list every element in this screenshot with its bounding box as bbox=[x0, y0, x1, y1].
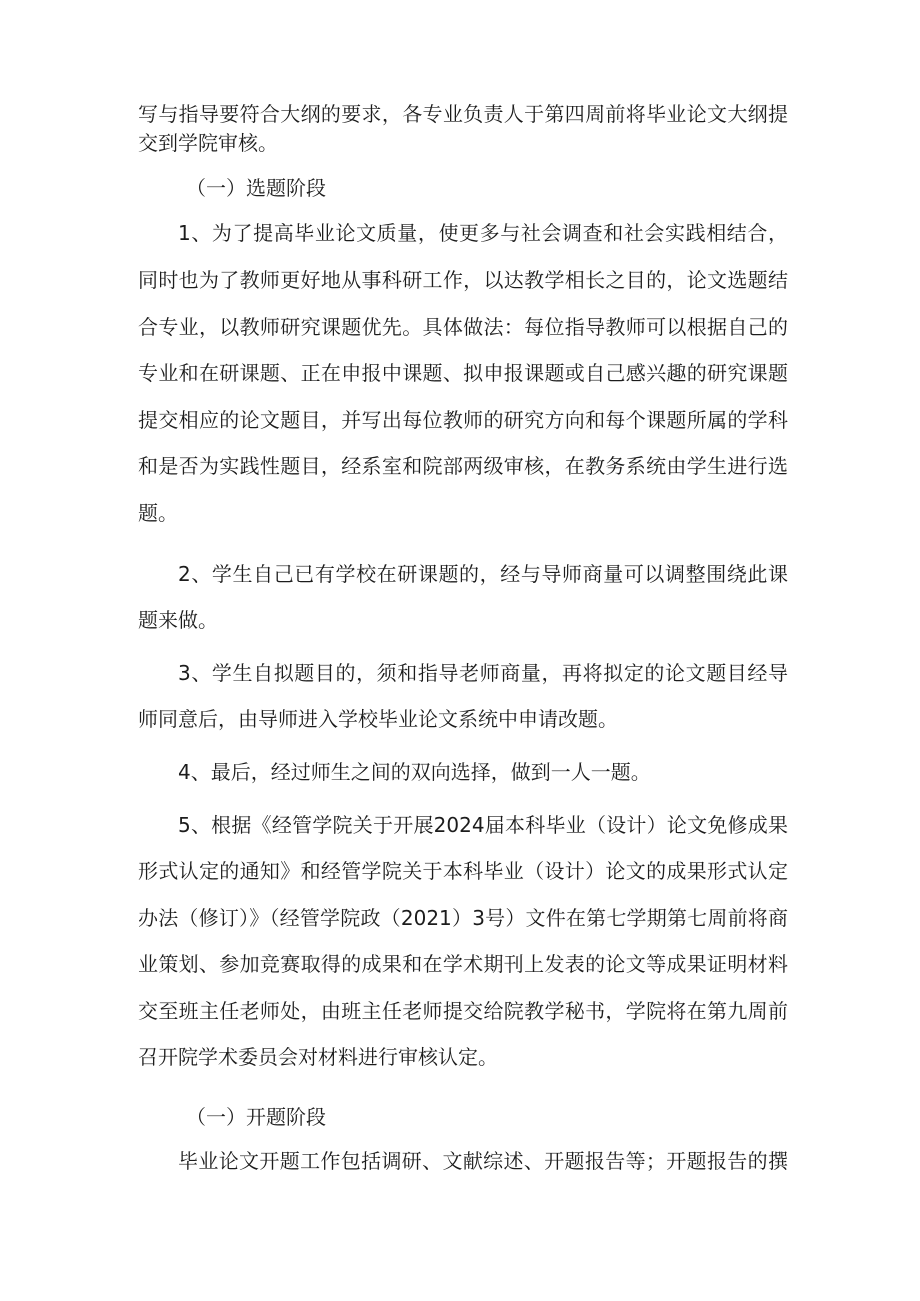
paragraph-line: 专业和在研课题、正在申报中课题、拟申报课题或自己感兴趣的研究课题 bbox=[138, 361, 788, 385]
paragraph-line: 办法（修订）》（经管学院政（2021）3号）文件在第七学期第七周前将商 bbox=[138, 906, 788, 930]
paragraph-line: 题。 bbox=[138, 501, 178, 525]
paragraph-line: 题来做。 bbox=[138, 608, 218, 632]
paragraph-line: 毕业论文开题工作包括调研、文献综述、开题报告等；开题报告的撰 bbox=[178, 1149, 788, 1173]
paragraph-line: 4、最后，经过师生之间的双向选择，做到一人一题。 bbox=[178, 760, 651, 784]
paragraph-line: 写与指导要符合大纲的要求，各专业负责人于第四周前将毕业论文大纲提 bbox=[138, 102, 788, 126]
paragraph-line: 交到学院审核。 bbox=[138, 131, 278, 155]
paragraph-line: 2、学生自己已有学校在研课题的，经与导师商量可以调整围绕此课 bbox=[178, 562, 788, 586]
paragraph-line: 1、为了提高毕业论文质量，使更多与社会调查和社会实践相结合， bbox=[178, 221, 788, 245]
paragraph-line: 师同意后，由导师进入学校毕业论文系统中申请改题。 bbox=[138, 707, 618, 731]
section-heading: （一）开题阶段 bbox=[186, 1105, 326, 1129]
paragraph-line: 同时也为了教师更好地从事科研工作，以达教学相长之目的，论文选题结 bbox=[138, 268, 788, 292]
paragraph-line: 交至班主任老师处，由班主任老师提交给院教学秘书，学院将在第九周前 bbox=[138, 999, 788, 1023]
paragraph-line: 合专业，以教师研究课题优先。具体做法：每位指导教师可以根据自己的 bbox=[138, 315, 788, 339]
paragraph-line: 提交相应的论文题目，并写出每位教师的研究方向和每个课题所属的学科 bbox=[138, 408, 788, 432]
paragraph-line: 3、学生自拟题目的，须和指导老师商量，再将拟定的论文题目经导 bbox=[178, 661, 788, 685]
paragraph-line: 召开院学术委员会对材料进行审核认定。 bbox=[138, 1045, 498, 1069]
paragraph-line: 形式认定的通知》和经管学院关于本科毕业（设计）论文的成果形式认定 bbox=[138, 859, 788, 883]
paragraph-line: 业策划、参加竞赛取得的成果和在学术期刊上发表的论文等成果证明材料 bbox=[138, 952, 788, 976]
section-heading: （一）选题阶段 bbox=[186, 176, 326, 200]
paragraph-line: 和是否为实践性题目，经系室和院部两级审核，在教务系统由学生进行选 bbox=[138, 454, 788, 478]
paragraph-line: 5、根据《经管学院关于开展2024届本科毕业（设计）论文免修成果 bbox=[178, 813, 788, 837]
